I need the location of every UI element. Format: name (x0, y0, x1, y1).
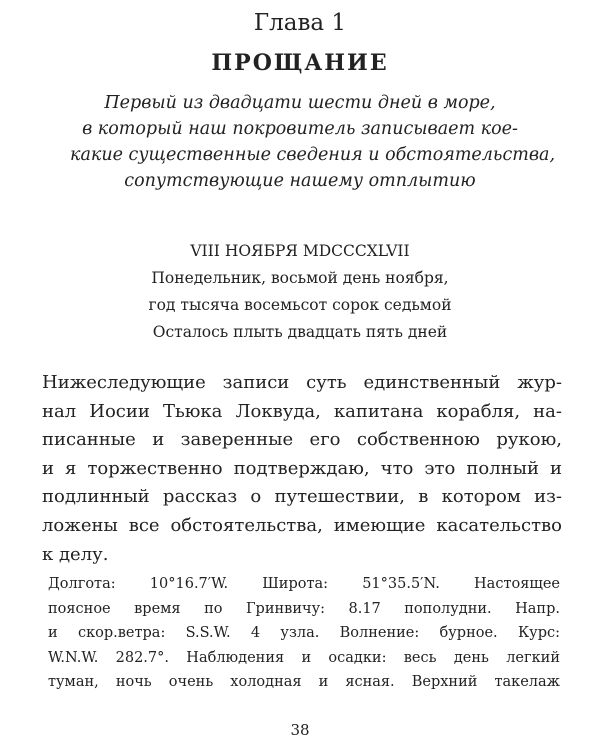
epigraph-line: Первый из двадцати шести дней в море, (104, 93, 496, 113)
paragraph-line: нал Иосии Тьюка Локвуда, капитана корабля, на- (42, 400, 562, 422)
epigraph-line: в который наш покровитель записывает кое- (82, 119, 518, 139)
log-line: Долгота: 10°16.7′W. Широта: 51°35.5′N. Настоящее (48, 576, 560, 592)
epigraph-line: какие существенные сведения и обстоятельства, (70, 145, 556, 165)
paragraph-line: ложены все обстоятельства, имеющие касательство (42, 514, 562, 536)
log-entry (48, 572, 560, 695)
log-line: туман, ночь очень холодная и ясная. Верхний такелаж (48, 674, 560, 691)
log-line: W.N.W. 282.7°. Наблюдения и осадки: весь день легкий (48, 649, 560, 666)
chapter-epigraph (70, 90, 556, 194)
date-heading: VIII НОЯБРЯ MDCCCXLVII (190, 242, 410, 260)
chapter-number: Глава 1 (253, 10, 347, 36)
paragraph-line: подлинный рассказ о путешествии, в котором из- (42, 486, 562, 508)
chapter-title: ПРОЩАНИЕ (211, 50, 389, 76)
log-line: и скор.ветра: S.S.W. 4 узла. Волнение: бурное. Курс: (48, 625, 560, 642)
days-remaining-line: Осталось плыть двадцать пять дней (152, 323, 448, 341)
log-line: поясное время по Гринвичу: 8.17 пополудни. Напр. (48, 600, 560, 617)
paragraph-line: Нижеследующие записи суть единственный жур- (42, 372, 562, 393)
paragraph-line: к делу. (42, 543, 109, 565)
page-number: 38 (290, 721, 310, 739)
date-block (0, 238, 600, 346)
paragraph-line: и я торжественно подтверждаю, что это полный и (42, 457, 562, 479)
date-line: Понедельник, восьмой день ноября, (151, 269, 449, 287)
paragraph-line: писанные и заверенные его собственною рукою, (42, 429, 562, 451)
date-line: год тысяча восемьсот сорок седьмой (148, 296, 452, 314)
main-paragraph (42, 369, 562, 569)
epigraph-line: сопутствующие нашему отплытию (124, 171, 476, 191)
